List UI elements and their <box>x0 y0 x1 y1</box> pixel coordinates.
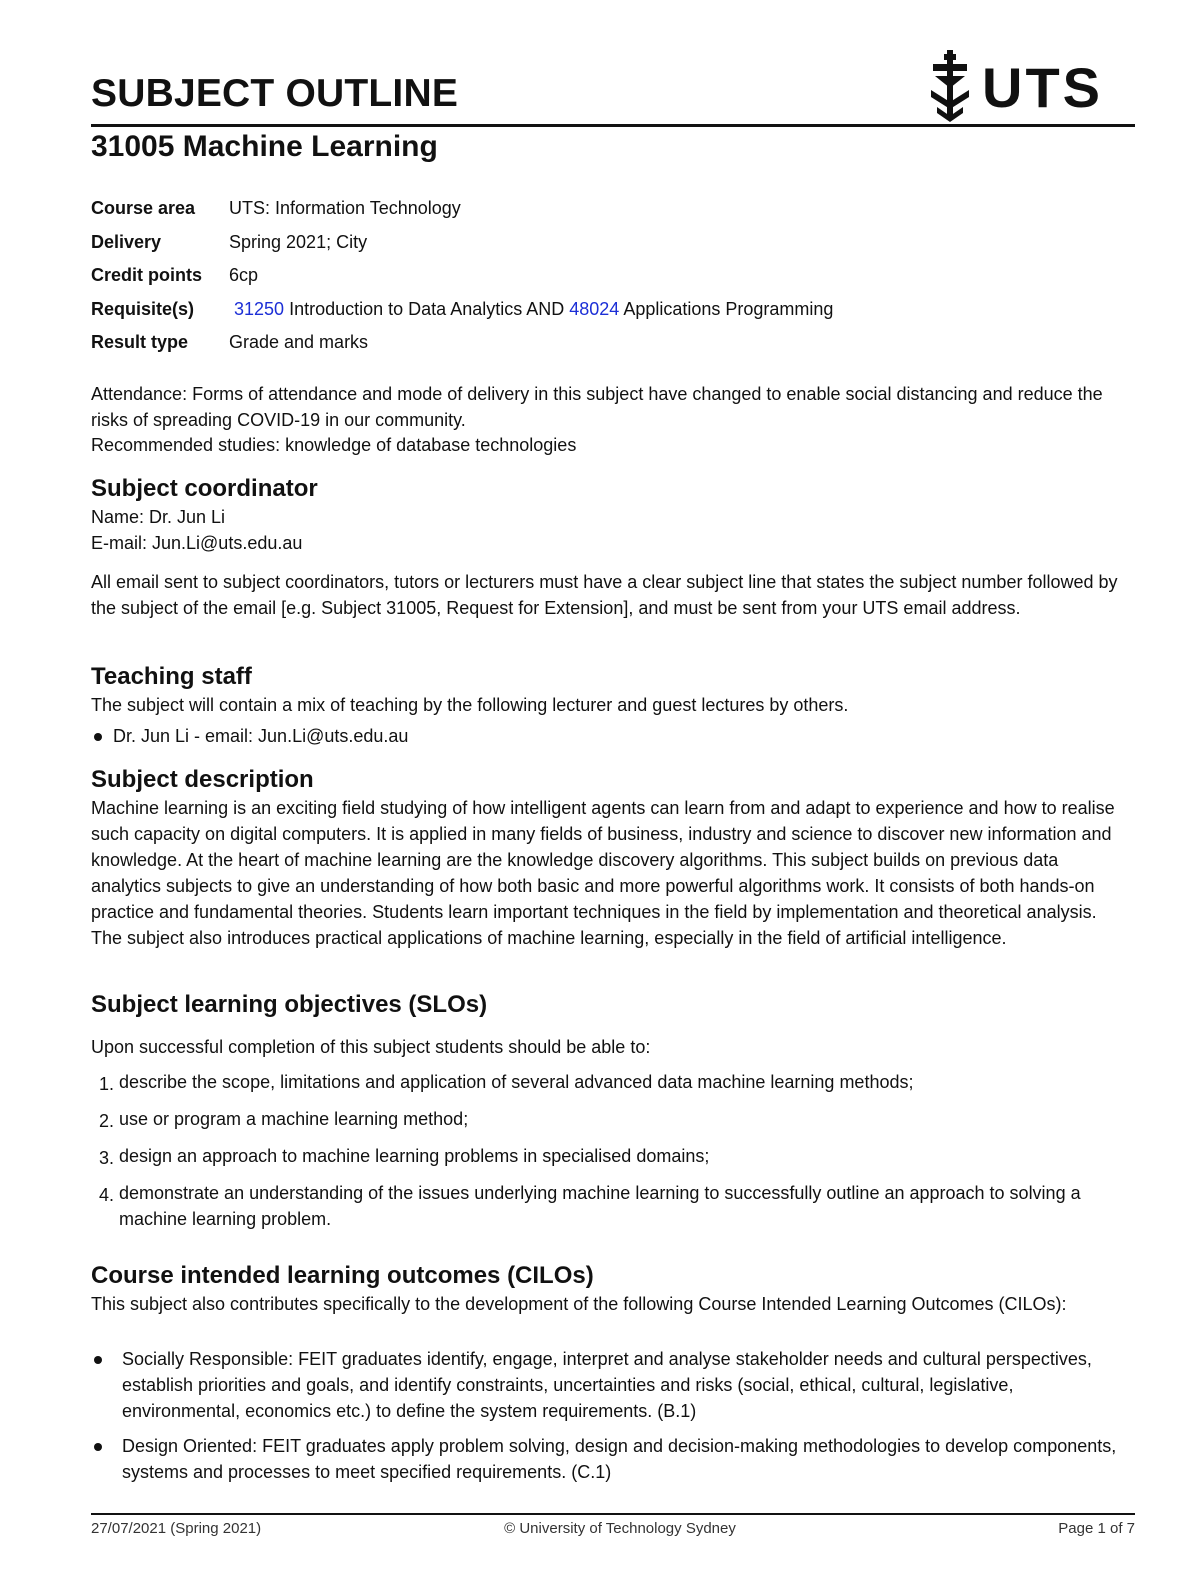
slo-text: demonstrate an understanding of the issues underlying machine learning to successfully outline an approach to solving a machine learning problem. <box>119 1183 1081 1229</box>
cilos-list <box>91 1346 1136 1485</box>
slos-list <box>91 1069 1136 1232</box>
requisites-value <box>229 293 1091 327</box>
subject-details-table <box>91 192 1091 360</box>
cilo-text: Socially Responsible: FEIT graduates identify, engage, interpret and analyse stakeholder needs and cultural perspectives, establish priorities and goals, and identify constraints, uncertainties and risks (social, ethical, cultural, legislative, environmental, economics etc.) to define the system requirements. (B.1) <box>122 1349 1092 1421</box>
delivery-value: Spring 2021; City <box>229 231 368 252</box>
list-item <box>91 723 1136 749</box>
header-divider <box>91 124 1135 127</box>
slos-intro: Upon successful completion of this subject students should be able to: <box>91 1037 651 1057</box>
teaching-staff-list <box>91 723 1136 749</box>
slo-number: 1. <box>99 1074 115 1094</box>
slos-heading: Subject learning objectives (SLOs) <box>91 991 488 1018</box>
result-type-row <box>91 326 1091 360</box>
footer-page-number: Page 1 of 7 <box>1058 1520 1135 1537</box>
requisite-text-1: Introduction to Data Analytics AND <box>289 298 565 319</box>
subject-title: 31005 Machine Learning <box>91 130 438 163</box>
coordinator-email: E-mail: Jun.Li@uts.edu.au <box>91 533 303 553</box>
bullet-icon <box>94 733 102 741</box>
footer-divider <box>91 1513 1135 1515</box>
slo-text: describe the scope, limitations and application of several advanced data machine learning methods; <box>119 1072 914 1092</box>
list-item <box>91 1433 1136 1485</box>
cilos-heading: Course intended learning outcomes (CILOs) <box>91 1262 594 1289</box>
page-title: SUBJECT OUTLINE <box>91 72 459 115</box>
bullet-icon <box>94 1443 102 1451</box>
subject-description-heading: Subject description <box>91 766 314 793</box>
slo-number: 4. <box>99 1185 115 1205</box>
credit-points-label: Credit points <box>91 265 202 286</box>
course-area-label: Course area <box>91 198 196 219</box>
footer-date: 27/07/2021 (Spring 2021) <box>91 1520 262 1537</box>
subject-description-body: Machine learning is an exciting field studying of how intelligent agents can learn from and adapt to experience and how to realise such capacity on digital computers. It is applied in many fields of business, industry and science to discover new information and knowledge. At the heart of machine learning are the knowledge discovery algorithms. This subject builds on previous data analytics subjects to give an understanding of how both basic and more powerful algorithms work. It consists of both hands-on practice and fundamental theories. Students learn important techniques in the field by implementation and theoretical analysis. The subject also introduces practical applications of machine learning, especially in the field of artificial intelligence. <box>91 798 1115 948</box>
list-item <box>91 1180 1136 1232</box>
slo-number: 3. <box>99 1148 115 1168</box>
delivery-row <box>91 226 1091 260</box>
teaching-staff-item: Dr. Jun Li - email: Jun.Li@uts.edu.au <box>113 726 409 746</box>
teaching-staff-intro: The subject will contain a mix of teaching by the following lecturer and guest lectures by others. <box>91 695 849 715</box>
delivery-label: Delivery <box>91 231 162 252</box>
credit-points-value: 6cp <box>229 265 259 286</box>
list-item <box>91 1069 1136 1095</box>
uts-crest-icon <box>925 50 975 125</box>
result-type-label: Result type <box>91 332 189 353</box>
logo-text: UTS <box>982 56 1103 119</box>
requisite-text-2: Applications Programming <box>623 298 834 319</box>
subject-coordinator-heading: Subject coordinator <box>91 475 318 502</box>
credit-points-row <box>91 259 1091 293</box>
cilo-text: Design Oriented: FEIT graduates apply problem solving, design and decision-making methodologies to develop components, systems and processes to meet specified requirements. (C.1) <box>122 1436 1117 1482</box>
attendance-note: Attendance: Forms of attendance and mode of delivery in this subject have changed to enable social distancing and reduce the risks of spreading COVID-19 in our community. <box>91 384 1103 430</box>
requisites-row <box>91 293 1091 327</box>
email-policy-note: All email sent to subject coordinators, tutors or lecturers must have a clear subject line that states the subject number followed by the subject of the email [e.g. Subject 31005, Request for Extension], and must be sent from your UTS email address. <box>91 572 1118 618</box>
requisite-link-48024[interactable]: 48024 <box>569 298 620 319</box>
requisite-link-31250[interactable]: 31250 <box>234 298 285 319</box>
slo-text: use or program a machine learning method; <box>119 1109 469 1129</box>
course-area-row <box>91 192 1091 226</box>
footer-copyright: © University of Technology Sydney <box>504 1520 736 1537</box>
uts-logo <box>925 50 1103 125</box>
list-item <box>91 1346 1136 1424</box>
result-type-value: Grade and marks <box>229 332 369 353</box>
course-area-value: UTS: Information Technology <box>229 198 461 219</box>
coordinator-name: Name: Dr. Jun Li <box>91 507 226 527</box>
list-item <box>91 1143 1136 1169</box>
slo-text: design an approach to machine learning problems in specialised domains; <box>119 1146 710 1166</box>
cilos-intro: This subject also contributes specifically to the development of the following Course Intended Learning Outcomes (CILOs): <box>91 1294 1067 1314</box>
teaching-staff-heading: Teaching staff <box>91 663 252 690</box>
slo-number: 2. <box>99 1111 115 1131</box>
bullet-icon <box>94 1356 102 1364</box>
requisites-label: Requisite(s) <box>91 298 195 319</box>
recommended-studies: Recommended studies: knowledge of database technologies <box>91 435 577 455</box>
list-item <box>91 1106 1136 1132</box>
